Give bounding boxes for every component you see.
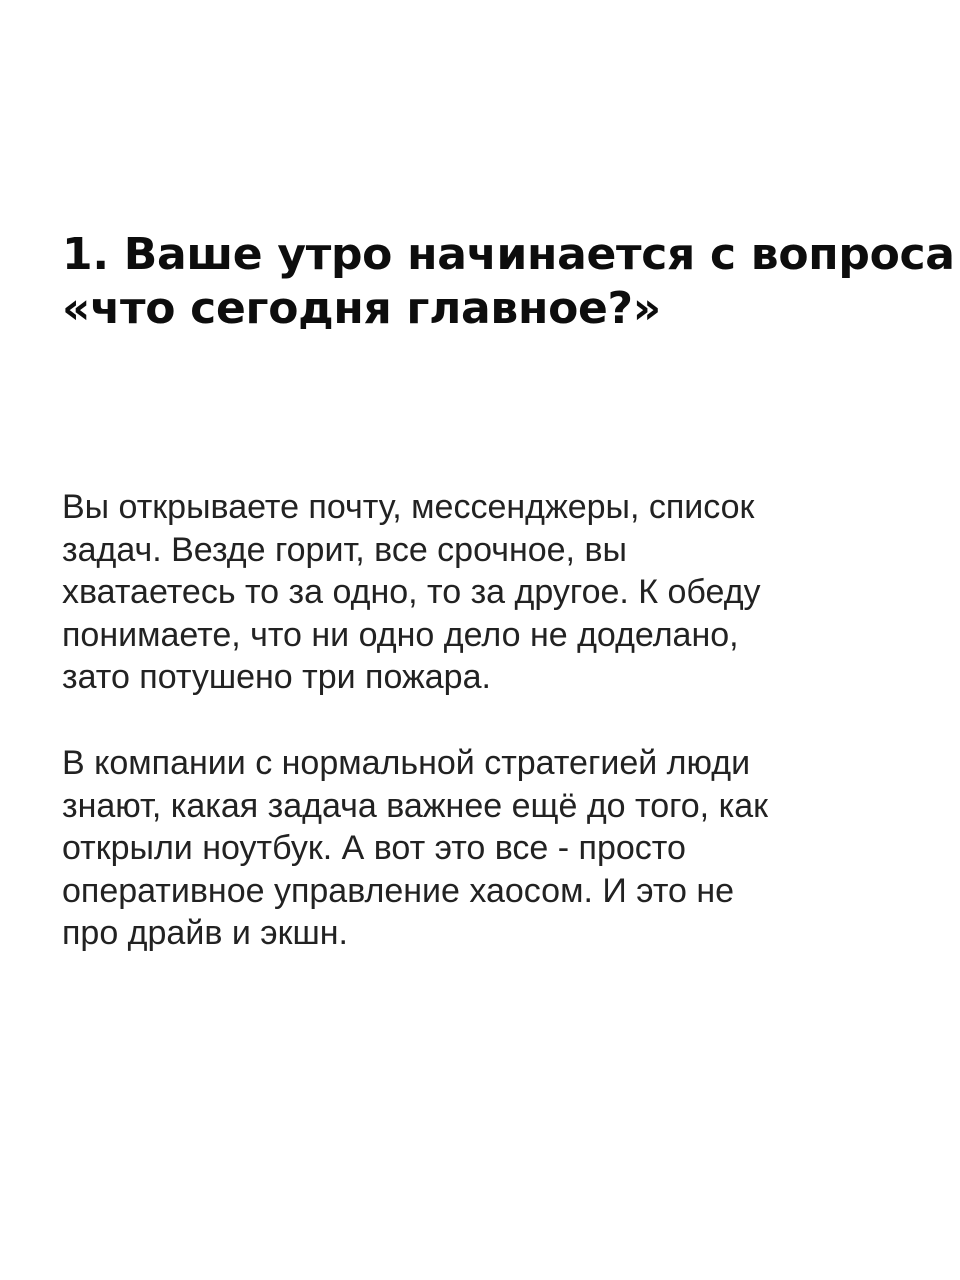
- heading-line: 1. Ваше утро начинается с вопроса: [62, 229, 955, 280]
- paragraph-line: про драйв и экшн.: [62, 914, 348, 952]
- paragraph-line: зато потушено три пожара.: [62, 658, 491, 696]
- body-paragraph-strategy: [62, 742, 922, 955]
- paragraph-line: Вы открываете почту, мессенджеры, список: [62, 488, 755, 526]
- paragraph-line: хватаетесь то за одно, то за другое. К обеду: [62, 573, 761, 611]
- heading-line: «что сегодня главное?»: [62, 283, 661, 334]
- paragraph-line: понимаете, что ни одно дело не доделано,: [62, 615, 739, 654]
- paragraph-line: открыли ноутбук. А вот это все - просто: [62, 829, 686, 867]
- paragraph-line: знают, какая задача важнее ещё до того, как: [62, 786, 768, 825]
- paragraph-line: задач. Везде горит, все срочное, вы: [62, 530, 627, 569]
- paragraph-line: В компании с нормальной стратегией люди: [62, 744, 751, 782]
- slide-heading: [62, 228, 955, 336]
- body-paragraph-morning-chaos: [62, 486, 922, 699]
- paragraph-line: оперативное управление хаосом. И это не: [62, 871, 735, 910]
